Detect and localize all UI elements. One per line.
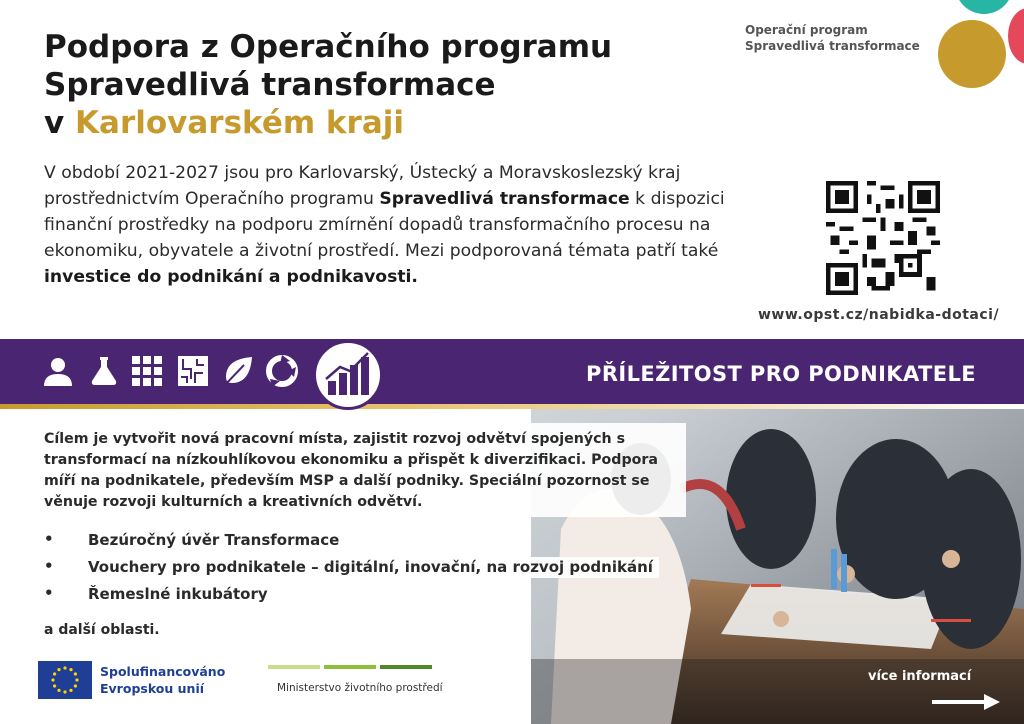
eu-cofunding-text xyxy=(100,663,225,697)
more-info-link[interactable]: více informací xyxy=(868,669,972,684)
logo-dot-teal xyxy=(955,0,1013,14)
bullet-text: Řemeslné inkubátory xyxy=(88,584,274,605)
circuit-icon xyxy=(177,355,209,387)
title-prefix: v xyxy=(44,105,65,141)
flask-icon xyxy=(88,355,120,387)
bullet-marker: • xyxy=(44,530,54,548)
website-url[interactable]: www.opst.cz/nabidka-dotaci/ xyxy=(758,307,1000,323)
bullet-marker: • xyxy=(44,584,54,602)
title-line-3 xyxy=(44,104,684,142)
eu-line-2: Evropskou unií xyxy=(100,681,205,696)
intro-bold-2: investice do podnikání a podnikavosti. xyxy=(44,267,418,287)
page-title xyxy=(44,28,684,142)
logo-dot-gold xyxy=(938,20,1006,88)
qr-code[interactable] xyxy=(826,181,940,295)
leaf-icon xyxy=(222,355,254,387)
title-region: Karlovarském kraji xyxy=(75,105,405,141)
program-line-2: Spravedlivá transformace xyxy=(745,39,920,53)
body-paragraph: Cílem je vytvořit nová pracovní místa, zajistit rozvoj odvětví spojených s transformací na nízkouhlíkovou ekonomiku a přispět k diverzifikaci. Podpora míří na podnikatele, především MSP a další podniky. Speciální pozornost se věnuje rozvoji kulturních a kreativních odvětví. xyxy=(44,431,658,510)
intro-bold-1: Spravedlivá transformace xyxy=(379,189,630,209)
title-line-2: Spravedlivá transformace xyxy=(44,67,496,103)
bullet-marker: • xyxy=(44,557,54,575)
ministry-name: Ministerstvo životního prostředí xyxy=(277,682,443,694)
chart-icon xyxy=(316,343,380,407)
intro-paragraph xyxy=(44,160,734,290)
band-label: PŘÍLEŽITOST PRO PODNIKATELE xyxy=(586,362,976,386)
arrow-right-icon[interactable] xyxy=(932,694,1000,710)
program-line-1: Operační program xyxy=(745,23,868,37)
logo-dot-red xyxy=(1008,8,1024,64)
title-line-1: Podpora z Operačního programu xyxy=(44,29,613,65)
eu-flag-icon xyxy=(38,661,92,699)
eu-line-1: Spolufinancováno xyxy=(100,664,226,679)
program-logo-text xyxy=(745,22,920,54)
intro-text-1: V období 2021-2027 jsou pro Karlovarský, Ústecký a Moravskoslezský kraj prostřednictvím Operačního programu xyxy=(44,163,681,209)
intro-text-2: k dispozici finanční prostředky na podporu zmírnění dopadů transformačního procesu na ekonomiku, obyvatele a životní prostředí. Mezi podporovaná témata patří také xyxy=(44,189,725,261)
person-icon xyxy=(42,355,74,387)
grid-icon xyxy=(131,355,163,387)
more-areas-text: a další oblasti. xyxy=(44,622,160,638)
recycle-icon xyxy=(266,355,298,387)
bullet-text: Vouchery pro podnikatele – digitální, inovační, na rozvoj podnikání xyxy=(88,557,659,578)
bullet-text: Bezúročný úvěr Transformace xyxy=(88,530,345,551)
chart-icon-circle xyxy=(313,340,383,410)
ministry-logo-lines xyxy=(268,665,432,671)
